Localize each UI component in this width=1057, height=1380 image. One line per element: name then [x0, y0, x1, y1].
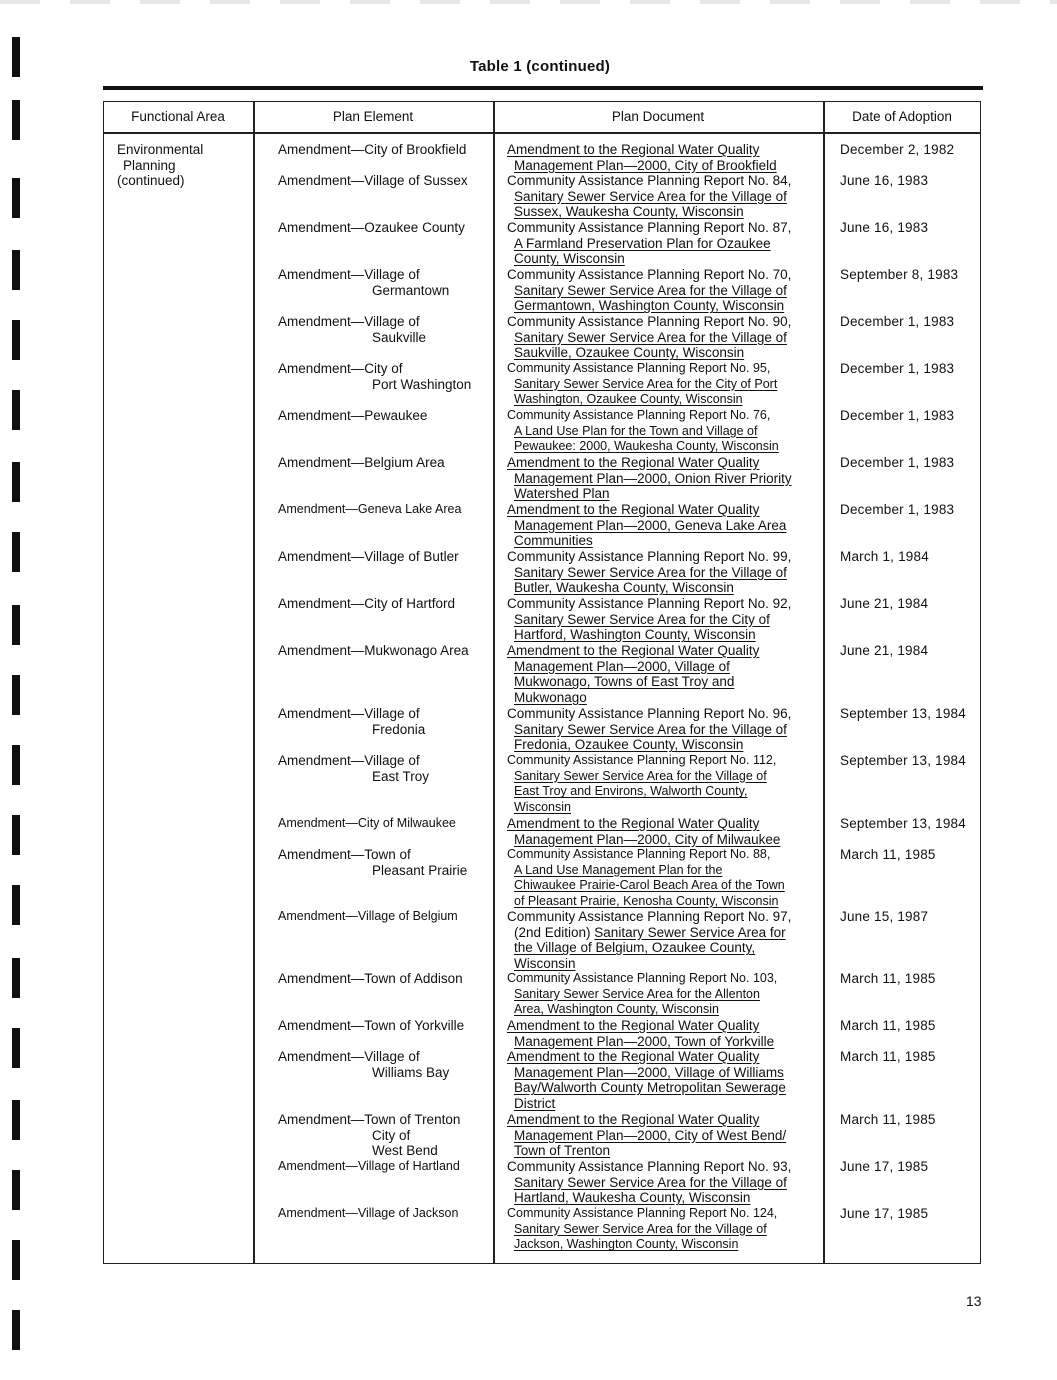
title-rule	[103, 86, 983, 90]
plan-element-cell	[278, 753, 490, 784]
plan-element-line: Amendment—Village of Sussex	[278, 173, 468, 188]
column-divider	[253, 101, 255, 1264]
plan-document-report-number: Community Assistance Planning Report No. 90,	[507, 314, 792, 329]
plan-document-title-line: Management Plan—2000, Onion River Priority	[514, 470, 792, 486]
plan-document-cell	[507, 142, 817, 173]
plan-document-title-line: Saukville, Ozaukee County, Wisconsin	[514, 345, 745, 361]
date-of-adoption-cell: September 13, 1984	[840, 816, 966, 831]
plan-element-line: Amendment—Town of Addison	[278, 971, 463, 986]
plan-element-cell	[278, 455, 490, 471]
plan-element-cell	[278, 1159, 490, 1175]
plan-document-title-line: District	[514, 1095, 556, 1111]
binding-mark	[12, 532, 20, 572]
binding-mark	[12, 675, 20, 715]
date-of-adoption-cell: December 2, 1982	[840, 142, 955, 157]
binding-mark	[12, 605, 20, 645]
plan-element-cell	[278, 1018, 490, 1034]
plan-element-cell	[278, 173, 490, 189]
binding-mark	[12, 885, 20, 925]
date-of-adoption-cell: March 11, 1985	[840, 971, 936, 986]
plan-element-line: Amendment—Mukwonago Area	[278, 643, 469, 658]
plan-document-cell	[507, 220, 817, 267]
plan-element-line: Amendment—Town of	[278, 847, 411, 862]
plan-document-report-number: Community Assistance Planning Report No. 93,	[507, 1159, 792, 1174]
functional-area-line: Environmental	[117, 142, 204, 157]
binding-mark	[12, 320, 20, 360]
plan-document-cell	[507, 847, 817, 909]
plan-document-title-line: Germantown, Washington County, Wisconsin	[514, 298, 785, 314]
plan-document-title-line: Hartland, Waukesha County, Wisconsin	[514, 1190, 751, 1206]
plan-document-cell	[507, 1112, 817, 1159]
plan-element-cell	[278, 549, 490, 565]
binding-mark	[12, 745, 20, 785]
plan-document-cell	[507, 816, 817, 847]
plan-document-edition: (2nd Edition)	[514, 924, 595, 940]
plan-element-line: Amendment—City of Milwaukee	[278, 816, 456, 830]
plan-element-line: Williams Bay	[372, 1064, 450, 1080]
plan-document-title-line: Sanitary Sewer Service Area for the Village of	[514, 282, 787, 298]
page-number: 13	[966, 1293, 982, 1309]
binding-mark	[12, 1028, 20, 1068]
plan-element-cell	[278, 361, 490, 392]
plan-document-title-line: Amendment to the Regional Water Quality	[507, 643, 760, 658]
date-of-adoption-cell: December 1, 1983	[840, 361, 955, 376]
plan-document-report-number: Community Assistance Planning Report No. 96,	[507, 706, 792, 721]
plan-document-title-line: Management Plan—2000, Geneva Lake Area	[514, 517, 787, 533]
header-plan-element: Plan Element	[332, 109, 414, 124]
plan-document-cell	[507, 909, 817, 971]
plan-element-line: Port Washington	[372, 376, 472, 392]
date-of-adoption-cell: September 13, 1984	[840, 753, 966, 768]
table-title: Table 1 (continued)	[469, 58, 611, 75]
plan-document-cell	[507, 314, 817, 361]
plan-element-line: Amendment—City of Brookfield	[278, 142, 467, 157]
plan-document-cell	[507, 596, 817, 643]
plan-document-title-line: Jackson, Washington County, Wisconsin	[514, 1237, 739, 1252]
plan-document-report-number: Community Assistance Planning Report No. 76,	[507, 408, 771, 422]
plan-element-cell	[278, 643, 490, 659]
plan-document-title-line: Chiwaukee Prairie-Carol Beach Area of the Town	[514, 878, 785, 893]
plan-element-line: Amendment—Village of	[278, 753, 420, 768]
plan-element-cell	[278, 971, 490, 987]
plan-document-title-line: Sanitary Sewer Service Area for	[594, 924, 786, 940]
plan-element-line: Amendment—Town of Yorkville	[278, 1018, 465, 1033]
plan-document-title-line: Pewaukee: 2000, Waukesha County, Wisconsin	[514, 439, 779, 454]
date-of-adoption-cell: December 1, 1983	[840, 455, 955, 470]
plan-element-cell	[278, 267, 490, 298]
plan-document-title-line: Amendment to the Regional Water Quality	[507, 1018, 760, 1033]
plan-document-cell	[507, 173, 817, 220]
functional-area-line: (continued)	[117, 173, 185, 189]
plan-document-title-line: Sussex, Waukesha County, Wisconsin	[514, 204, 744, 220]
binding-mark	[12, 1170, 20, 1210]
plan-element-cell	[278, 142, 490, 158]
plan-document-line	[507, 925, 817, 941]
functional-area-cell	[117, 142, 247, 189]
plan-document-report-number: Community Assistance Planning Report No. 92,	[507, 596, 792, 611]
plan-document-title-line: Management Plan—2000, Village of Williams	[514, 1064, 784, 1080]
plan-document-title-line: Mukwonago	[514, 689, 587, 705]
binding-mark	[12, 250, 20, 290]
plan-document-cell	[507, 549, 817, 596]
plan-element-cell	[278, 706, 490, 737]
binding-mark	[12, 178, 20, 218]
plan-element-line: West Bend	[372, 1143, 438, 1159]
plan-element-cell	[278, 1049, 490, 1080]
plan-document-title-line: Washington, Ozaukee County, Wisconsin	[514, 392, 743, 407]
plan-document-title-line: Fredonia, Ozaukee County, Wisconsin	[514, 737, 744, 753]
plan-element-cell	[278, 909, 490, 925]
plan-element-line: City of	[372, 1127, 411, 1143]
date-of-adoption-cell: December 1, 1983	[840, 314, 955, 329]
date-of-adoption-cell: June 21, 1984	[840, 596, 929, 611]
column-divider	[823, 101, 825, 1264]
plan-element-line: East Troy	[372, 768, 430, 784]
plan-element-line: Amendment—Village of Hartland	[278, 1159, 460, 1173]
date-of-adoption-cell: December 1, 1983	[840, 408, 955, 423]
plan-document-report-number: Community Assistance Planning Report No. 87,	[507, 220, 792, 235]
binding-mark	[12, 1100, 20, 1140]
plan-document-report-number: Community Assistance Planning Report No. 103,	[507, 971, 778, 985]
plan-document-title-line: Area, Washington County, Wisconsin	[514, 1002, 719, 1017]
plan-element-cell	[278, 596, 490, 612]
plan-document-report-number: Community Assistance Planning Report No. 84,	[507, 173, 792, 188]
plan-document-title-line: Watershed Plan	[514, 486, 610, 502]
plan-document-title-line: of Pleasant Prairie, Kenosha County, Wisconsin	[514, 893, 779, 908]
date-of-adoption-cell: September 13, 1984	[840, 706, 966, 721]
header-functional-area: Functional Area	[131, 109, 225, 124]
plan-document-title-line: Hartford, Washington County, Wisconsin	[514, 627, 756, 643]
plan-element-cell	[278, 408, 490, 424]
plan-document-title-line: Sanitary Sewer Service Area for the Village of	[514, 721, 787, 737]
plan-element-cell	[278, 1112, 490, 1159]
plan-document-title-line: Sanitary Sewer Service Area for the Village of	[514, 1174, 787, 1190]
plan-element-cell	[278, 314, 490, 345]
plan-element-line: Fredonia	[372, 721, 426, 737]
plan-document-title-line: Butler, Waukesha County, Wisconsin	[514, 580, 734, 596]
plan-document-title-line: Sanitary Sewer Service Area for the City of	[514, 611, 770, 627]
plan-document-report-number: Community Assistance Planning Report No. 124,	[507, 1206, 778, 1220]
binding-mark	[12, 390, 20, 430]
date-of-adoption-cell: June 21, 1984	[840, 643, 929, 658]
plan-document-title-line: Amendment to the Regional Water Quality	[507, 1049, 760, 1064]
plan-document-title-line: Sanitary Sewer Service Area for the Allenton	[514, 986, 760, 1001]
binding-mark	[12, 100, 20, 140]
date-of-adoption-cell: June 17, 1985	[840, 1159, 929, 1174]
header-date-of-adoption: Date of Adoption	[852, 109, 952, 124]
plan-document-title-line: Amendment to the Regional Water Quality	[507, 455, 760, 470]
plan-document-title-line: Sanitary Sewer Service Area for the Village of	[514, 564, 787, 580]
date-of-adoption-cell: June 15, 1987	[840, 909, 929, 924]
plan-document-title-line: A Farmland Preservation Plan for Ozaukee	[514, 235, 771, 251]
plan-document-title-line: A Land Use Plan for the Town and Village of	[514, 423, 758, 438]
plan-document-cell	[507, 1018, 817, 1049]
date-of-adoption-cell: March 11, 1985	[840, 1049, 936, 1064]
plan-element-line: Amendment—Town of Trenton	[278, 1112, 461, 1127]
plan-document-report-number: Community Assistance Planning Report No. 97,	[507, 909, 792, 924]
binding-mark	[12, 958, 20, 998]
date-of-adoption-cell: March 11, 1985	[840, 1112, 936, 1127]
plan-document-report-number: Community Assistance Planning Report No. 99,	[507, 549, 792, 564]
plan-element-line: Amendment—Pewaukee	[278, 408, 428, 423]
plan-element-cell	[278, 220, 490, 236]
plan-document-title-line: Amendment to the Regional Water Quality	[507, 142, 760, 157]
plan-element-line: Amendment—Geneva Lake Area	[278, 502, 462, 516]
plan-document-title-line: Sanitary Sewer Service Area for the Village of	[514, 188, 787, 204]
plan-document-title-line: County, Wisconsin	[514, 251, 625, 267]
plan-element-line: Germantown	[372, 282, 450, 298]
plan-document-title-line: Wisconsin	[514, 799, 571, 814]
plan-element-line: Amendment—Belgium Area	[278, 455, 445, 470]
plan-element-line: Pleasant Prairie	[372, 862, 468, 878]
date-of-adoption-cell: June 16, 1983	[840, 220, 929, 235]
plan-element-line: Amendment—Village of Butler	[278, 549, 459, 564]
plan-document-cell	[507, 1206, 817, 1253]
date-of-adoption-cell: September 8, 1983	[840, 267, 959, 282]
plan-document-cell	[507, 753, 817, 815]
plan-document-title-line: East Troy and Environs, Walworth County,	[514, 784, 748, 799]
date-of-adoption-cell: June 16, 1983	[840, 173, 929, 188]
plan-document-title-line: Management Plan—2000, Town of Yorkville	[514, 1033, 775, 1049]
plan-element-cell	[278, 1206, 490, 1222]
plan-element-line: Amendment—Village of	[278, 1049, 420, 1064]
plan-document-report-number: Community Assistance Planning Report No. 95,	[507, 361, 771, 375]
plan-document-title-line: Sanitary Sewer Service Area for the City of Port	[514, 376, 778, 391]
plan-document-title-line: Town of Trenton	[514, 1143, 611, 1159]
plan-document-title-line: the Village of Belgium, Ozaukee County,	[514, 940, 756, 956]
plan-document-cell	[507, 408, 817, 455]
plan-element-cell	[278, 816, 490, 832]
plan-document-cell	[507, 706, 817, 753]
binding-mark	[12, 462, 20, 502]
plan-element-cell	[278, 847, 490, 878]
plan-document-title-line: Amendment to the Regional Water Quality	[507, 1112, 760, 1127]
plan-document-title-line: Sanitary Sewer Service Area for the Village of	[514, 1221, 767, 1236]
date-of-adoption-cell: March 1, 1984	[840, 549, 929, 564]
binding-marks	[8, 0, 28, 1380]
plan-element-line: Amendment—City of Hartford	[278, 596, 456, 611]
plan-element-line: Amendment—Village of	[278, 314, 420, 329]
plan-element-line: Saukville	[372, 329, 427, 345]
scan-edge-noise	[0, 0, 1057, 4]
plan-document-title-line: Wisconsin	[514, 955, 576, 971]
date-of-adoption-cell: March 11, 1985	[840, 847, 936, 862]
column-divider	[493, 101, 495, 1264]
plan-document-title-line: Sanitary Sewer Service Area for the Village of	[514, 329, 787, 345]
plan-document-cell	[507, 267, 817, 314]
date-of-adoption-cell: June 17, 1985	[840, 1206, 929, 1221]
header-divider	[103, 132, 981, 134]
plan-document-title-line: Bay/Walworth County Metropolitan Sewerage	[514, 1080, 786, 1096]
binding-mark	[12, 815, 20, 855]
plan-document-title-line: Management Plan—2000, City of West Bend/	[514, 1127, 787, 1143]
plan-document-title-line: Management Plan—2000, Village of	[514, 658, 730, 674]
plan-document-cell	[507, 502, 817, 549]
binding-mark	[12, 1310, 20, 1350]
plan-element-line: Amendment—City of	[278, 361, 403, 376]
plan-document-cell	[507, 643, 817, 705]
plan-element-line: Amendment—Village of Jackson	[278, 1206, 459, 1220]
date-of-adoption-cell: March 11, 1985	[840, 1018, 936, 1033]
plan-element-line: Amendment—Ozaukee County	[278, 220, 465, 235]
plan-document-title-line: Mukwonago, Towns of East Troy and	[514, 674, 735, 690]
plan-document-title-line: Sanitary Sewer Service Area for the Village of	[514, 768, 767, 783]
plan-document-title-line: Amendment to the Regional Water Quality	[507, 502, 760, 517]
plan-document-report-number: Community Assistance Planning Report No. 112,	[507, 753, 777, 767]
plan-element-line: Amendment—Village of Belgium	[278, 909, 458, 923]
plan-element-cell	[278, 502, 490, 518]
plan-element-line: Amendment—Village of	[278, 267, 420, 282]
binding-mark	[12, 1240, 20, 1280]
plan-document-title-line: Communities	[514, 533, 593, 549]
plan-document-cell	[507, 455, 817, 502]
plan-document-cell	[507, 1049, 817, 1111]
plan-document-title-line: Management Plan—2000, City of Brookfield	[514, 157, 777, 173]
plan-document-report-number: Community Assistance Planning Report No. 88,	[507, 847, 771, 861]
plan-document-report-number: Community Assistance Planning Report No. 70,	[507, 267, 792, 282]
plan-document-cell	[507, 1159, 817, 1206]
plan-document-title-line: Management Plan—2000, City of Milwaukee	[514, 831, 781, 847]
date-of-adoption-cell: December 1, 1983	[840, 502, 955, 517]
plan-document-cell	[507, 361, 817, 408]
functional-area-line: Planning	[123, 157, 176, 173]
plan-element-line: Amendment—Village of	[278, 706, 420, 721]
header-plan-document: Plan Document	[611, 109, 705, 124]
plan-document-title-line: A Land Use Management Plan for the	[514, 862, 723, 877]
plan-document-title-line: Amendment to the Regional Water Quality	[507, 816, 760, 831]
plan-document-cell	[507, 971, 817, 1018]
